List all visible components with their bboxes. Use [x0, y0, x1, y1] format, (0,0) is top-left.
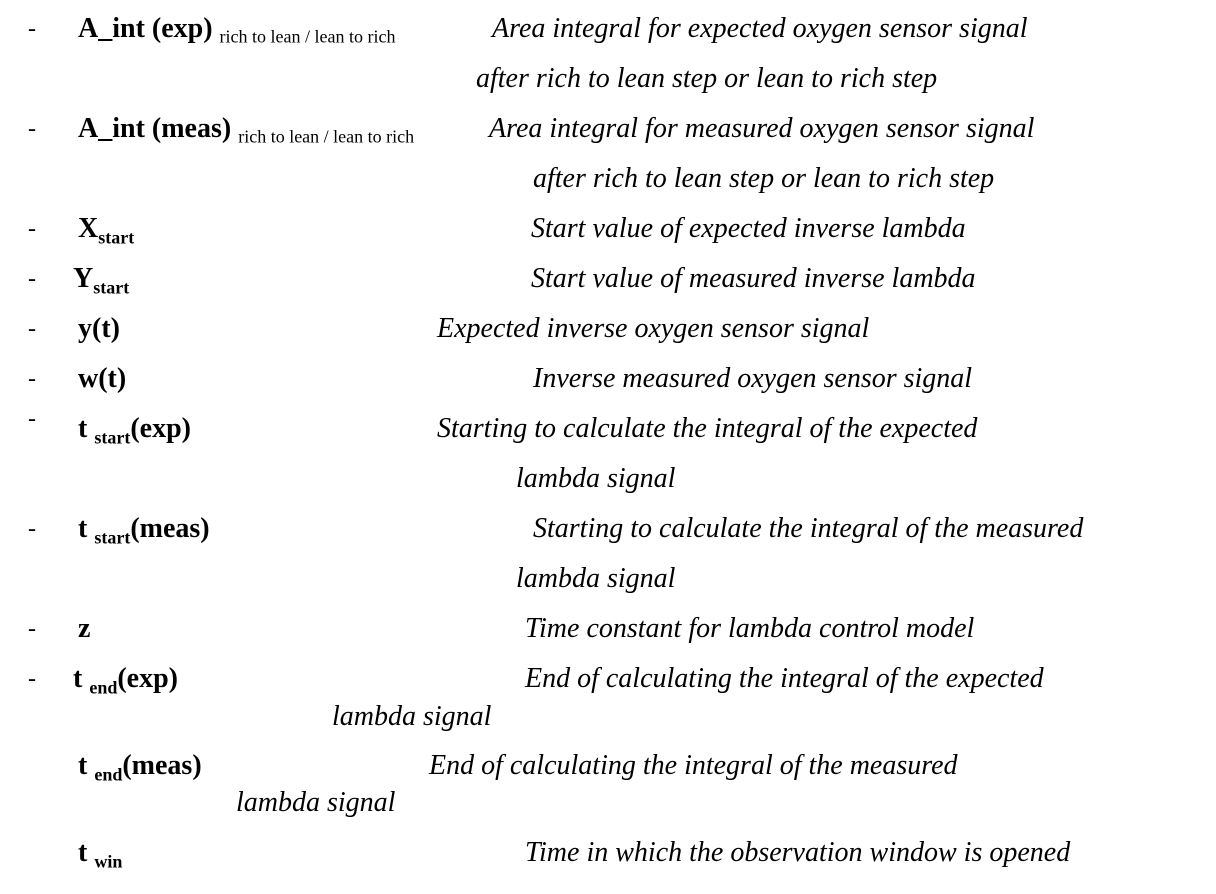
term-t-start-exp [78, 413, 191, 448]
term-main: t [78, 837, 88, 868]
list-dash: - [28, 666, 36, 692]
term-tail: (meas) [130, 513, 210, 544]
term-description-continued: lambda signal [236, 787, 396, 818]
term-main: A_int (meas) [78, 113, 232, 144]
term-description: Inverse measured oxygen sensor signal [533, 363, 973, 394]
list-dash: - [28, 406, 36, 432]
term-subscript: end [89, 677, 118, 698]
term-description: Area integral for expected oxygen sensor signal [492, 13, 1028, 44]
term-y-start [73, 263, 129, 298]
list-dash: - [28, 266, 36, 292]
term-description-continued: lambda signal [516, 463, 676, 494]
list-dash: - [28, 616, 36, 642]
term-description: Starting to calculate the integral of the expected [437, 413, 978, 444]
term-tail: (exp) [117, 663, 178, 694]
term-y-of-t: y(t) [78, 313, 120, 344]
term-main: A_int (exp) [78, 13, 213, 44]
term-x-start [78, 213, 134, 248]
term-subscript: end [94, 764, 123, 785]
term-t-win [78, 837, 122, 872]
term-description: End of calculating the integral of the expected [525, 663, 1044, 694]
term-main: t [78, 750, 88, 781]
term-subscript: start [94, 427, 131, 448]
term-main: Y [73, 263, 94, 294]
list-dash: - [28, 366, 36, 392]
term-description: Starting to calculate the integral of the measured [533, 513, 1084, 544]
term-description: Area integral for measured oxygen sensor signal [489, 113, 1035, 144]
term-main: t [78, 513, 88, 544]
term-z: z [78, 613, 91, 644]
term-subscript: start [93, 277, 130, 298]
list-dash: - [28, 116, 36, 142]
term-tail: (exp) [130, 413, 191, 444]
term-a-int-meas [78, 113, 414, 147]
term-a-int-exp [78, 13, 395, 47]
term-main: X [78, 213, 99, 244]
term-description-continued: after rich to lean step or lean to rich step [533, 163, 995, 194]
term-subscript: win [94, 851, 123, 872]
term-subscript: start [94, 527, 131, 548]
list-dash: - [28, 16, 36, 42]
term-main: t [78, 413, 88, 444]
term-description: Time in which the observation window is opened [525, 837, 1071, 868]
term-description: Expected inverse oxygen sensor signal [437, 313, 870, 344]
term-w-of-t: w(t) [78, 363, 127, 394]
term-description: Start value of expected inverse lambda [531, 213, 966, 244]
list-dash: - [28, 316, 36, 342]
term-t-end-meas [78, 750, 202, 785]
term-description-continued: after rich to lean step or lean to rich step [476, 63, 938, 94]
term-description-continued: lambda signal [332, 701, 492, 732]
term-description: End of calculating the integral of the measured [429, 750, 958, 781]
term-subscript: rich to lean / lean to rich [219, 26, 396, 47]
term-tail: (meas) [122, 750, 202, 781]
term-subscript: start [98, 227, 135, 248]
term-description-continued: lambda signal [516, 563, 676, 594]
term-description: Time constant for lambda control model [525, 613, 975, 644]
list-dash: - [28, 216, 36, 242]
term-main: t [73, 663, 83, 694]
term-description: Start value of measured inverse lambda [531, 263, 976, 294]
term-t-start-meas [78, 513, 210, 548]
term-t-end-exp [73, 663, 178, 698]
list-dash: - [28, 516, 36, 542]
term-subscript: rich to lean / lean to rich [238, 126, 415, 147]
